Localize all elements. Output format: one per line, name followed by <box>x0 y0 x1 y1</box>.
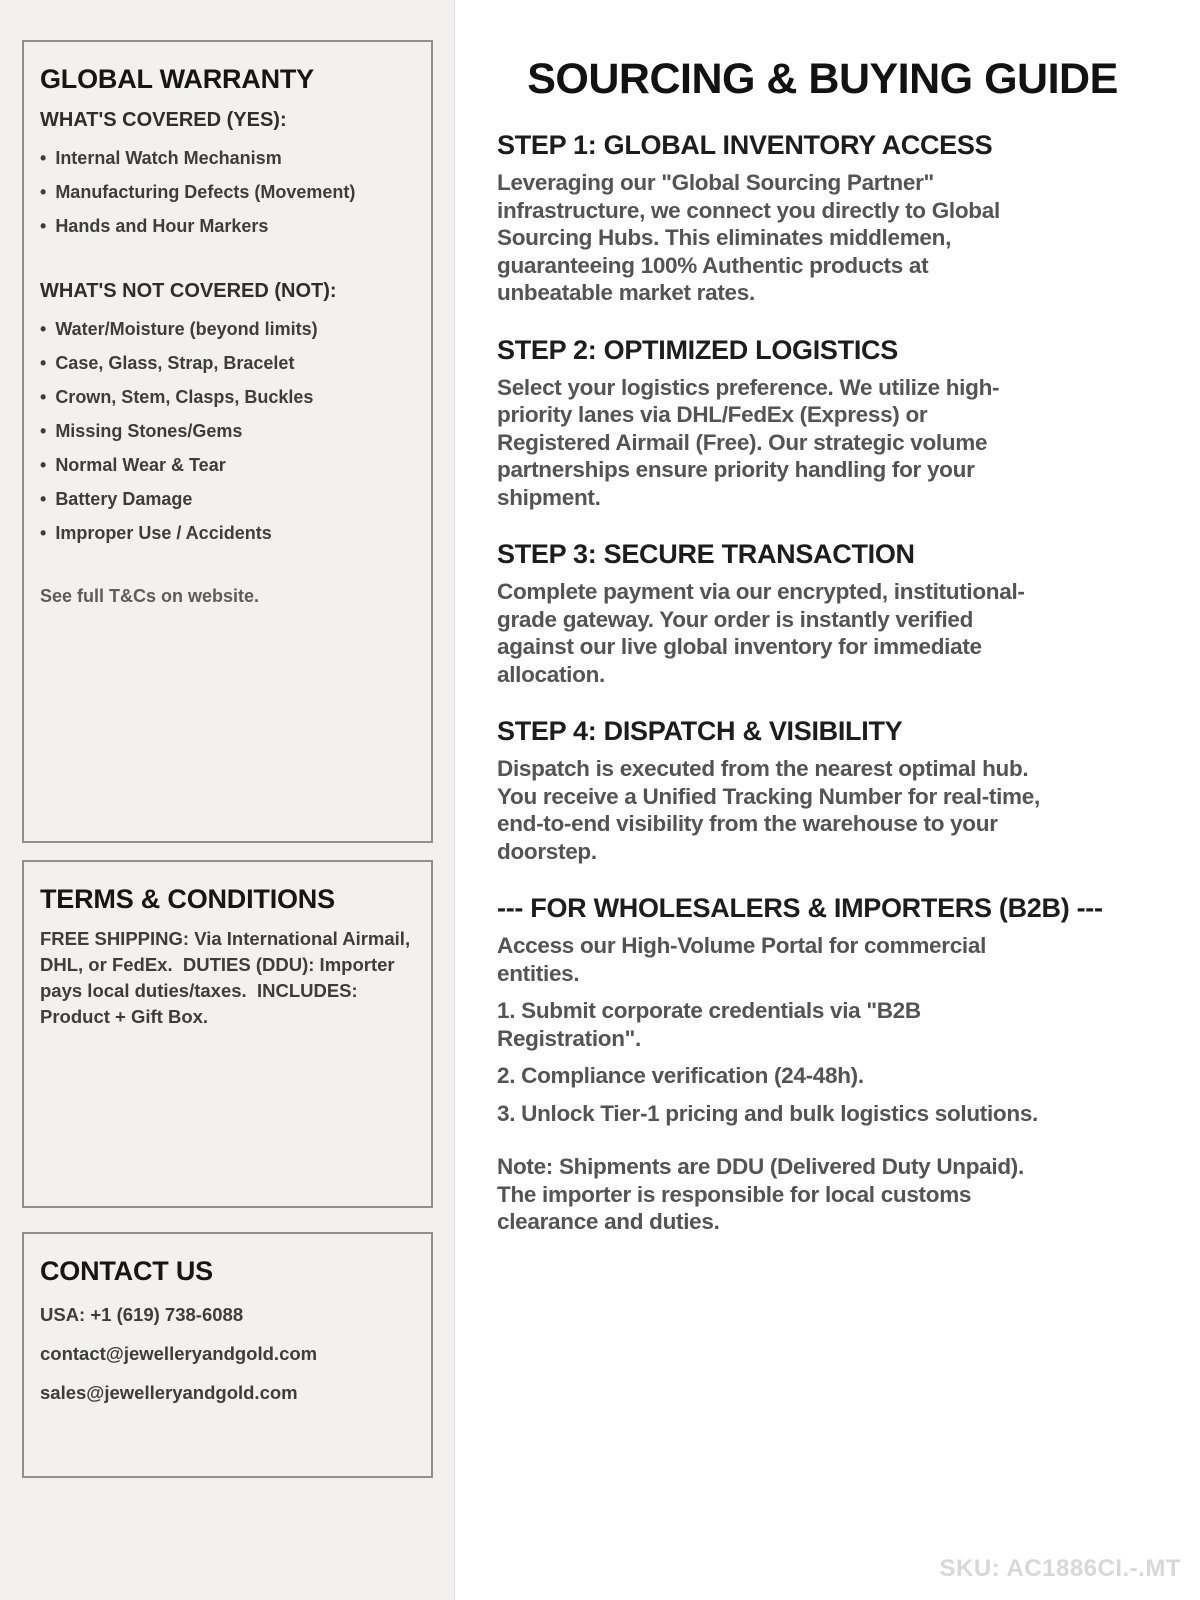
not-covered-item: • Case, Glass, Strap, Bracelet <box>40 346 415 380</box>
covered-item: • Hands and Hour Markers <box>40 209 415 243</box>
not-covered-item: • Crown, Stem, Clasps, Buckles <box>40 380 415 414</box>
step-3-section <box>497 539 1200 688</box>
covered-item: • Manufacturing Defects (Movement) <box>40 175 415 209</box>
not-covered-list <box>40 312 415 550</box>
contact-title: CONTACT US <box>40 1256 213 1286</box>
step-1-section <box>497 130 1200 307</box>
warranty-panel <box>22 40 433 843</box>
covered-list <box>40 141 415 243</box>
sidebar <box>0 0 455 1600</box>
contact-panel <box>22 1232 433 1478</box>
warranty-title: GLOBAL WARRANTY <box>40 64 314 94</box>
not-covered-item: • Improper Use / Accidents <box>40 516 415 550</box>
step-2-body: Select your logistics preference. We utilize high-priority lanes via DHL/FedEx (Express) or Registered Airmail (Free). Our strategic volume partnerships ensure priority handling for your shipment. <box>497 374 1000 510</box>
warranty-footnote: See full T&Cs on website. <box>40 586 260 606</box>
not-covered-item: • Normal Wear & Tear <box>40 448 415 482</box>
terms-body: FREE SHIPPING: Via International Airmail, DHL, or FedEx. DUTIES (DDU): Importer pays local duties/taxes. INCLUDES: Product + Gift Box. <box>40 928 416 1027</box>
not-covered-item: • Battery Damage <box>40 482 415 516</box>
b2b-heading: --- FOR WHOLESALERS & IMPORTERS (B2B) --- <box>497 893 1103 923</box>
sku-label: SKU: AC1886CI.-.MT <box>939 1555 1181 1582</box>
guide-title: SOURCING & BUYING GUIDE <box>527 55 1118 103</box>
step-2-heading: STEP 2: OPTIMIZED LOGISTICS <box>497 334 898 365</box>
step-3-heading: STEP 3: SECURE TRANSACTION <box>497 539 915 569</box>
covered-item: • Internal Watch Mechanism <box>40 141 415 175</box>
not-covered-item: • Missing Stones/Gems <box>40 414 415 448</box>
covered-heading: WHAT'S COVERED (YES): <box>40 109 287 131</box>
step-4-section <box>497 716 1200 865</box>
step-2-section <box>497 335 1200 512</box>
step-3-body: Complete payment via our encrypted, institutional-grade gateway. Your order is instantly verified against our live global inventory for immediate allocation. <box>497 579 1025 687</box>
terms-title: TERMS & CONDITIONS <box>40 884 335 914</box>
main-content <box>455 0 1200 1600</box>
contact-email-sales: sales@jewelleryandgold.com <box>40 1382 298 1403</box>
step-1-body: Leveraging our "Global Sourcing Partner" infrastructure, we connect you directly to Global Sourcing Hubs. This eliminates middlemen, guaranteeing 100% Authentic products at unbeatable market rates. <box>497 170 1000 305</box>
terms-panel <box>22 860 433 1208</box>
contact-email-primary: contact@jewelleryandgold.com <box>40 1343 318 1364</box>
b2b-note: Note: Shipments are DDU (Delivered Duty Unpaid). The importer is responsible for local customs clearance and duties. <box>497 1154 1024 1234</box>
not-covered-heading: WHAT'S NOT COVERED (NOT): <box>40 280 337 302</box>
b2b-intro: Access our High-Volume Portal for commercial entities. <box>497 933 987 986</box>
b2b-item-2: 2. Compliance verification (24-48h). <box>497 1063 864 1088</box>
b2b-section <box>497 893 1200 1236</box>
b2b-item-1: 1. Submit corporate credentials via "B2B Registration". <box>497 998 921 1051</box>
step-4-heading: STEP 4: DISPATCH & VISIBILITY <box>497 716 903 746</box>
not-covered-item: • Water/Moisture (beyond limits) <box>40 312 415 346</box>
contact-phone: USA: +1 (619) 738-6088 <box>40 1304 244 1325</box>
step-1-heading: STEP 1: GLOBAL INVENTORY ACCESS <box>497 130 993 160</box>
b2b-item-3: 3. Unlock Tier-1 pricing and bulk logistics solutions. <box>497 1100 1038 1126</box>
step-4-body: Dispatch is executed from the nearest optimal hub. You receive a Unified Tracking Number for real-time, end-to-end visibility from the warehouse to your doorstep. <box>497 756 1040 864</box>
